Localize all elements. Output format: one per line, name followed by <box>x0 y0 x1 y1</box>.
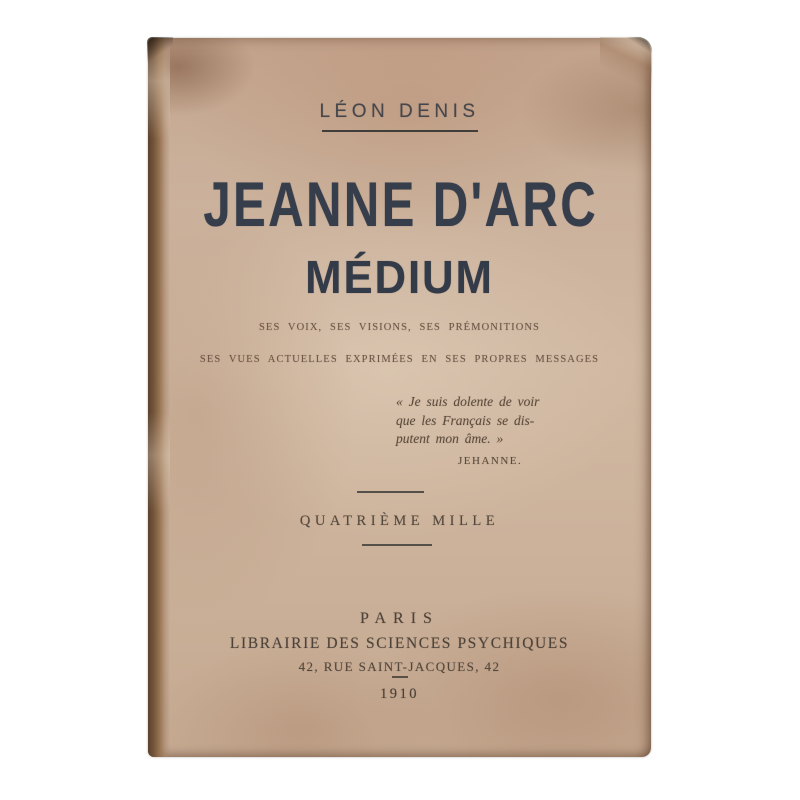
imprint-publisher: LIBRAIRIE DES SCIENCES PSYCHIQUES <box>229 635 570 652</box>
author-name: LÉON DENIS <box>319 101 480 122</box>
edition-rule-top <box>357 491 424 493</box>
epigraph-line-3: putent mon âme. » <box>396 431 504 446</box>
imprint-city: PARIS <box>360 610 439 627</box>
book-subtitle: MÉDIUM <box>305 251 494 303</box>
epigraph-quote <box>396 393 581 470</box>
edition-rule-bottom <box>362 544 432 546</box>
imprint-year: 1910 <box>380 686 419 702</box>
tagline-line-1: SES VOIX, SES VISIONS, SES PRÉMONITIONS <box>258 322 540 333</box>
author-rule <box>322 130 478 132</box>
tagline-line-2: SES VUES ACTUELLES EXPRIMÉES EN SES PROPRES MESSAGES <box>199 354 600 365</box>
epigraph-attribution: JEHANNE. <box>458 454 523 467</box>
worn-corner-top-right <box>600 37 652 105</box>
imprint-dash <box>392 676 408 678</box>
imprint-address: 42, RUE SAINT-JACQUES, 42 <box>298 659 501 674</box>
edition-statement: QUATRIÈME MILLE <box>299 513 500 529</box>
book-cover <box>148 38 651 757</box>
book-title: JEANNE D'ARC <box>203 170 599 240</box>
epigraph-line-2: que les Français se dis- <box>396 412 535 428</box>
epigraph-line-1: « Je suis dolente de voir <box>396 394 540 409</box>
worn-corner-top-left <box>147 37 173 67</box>
